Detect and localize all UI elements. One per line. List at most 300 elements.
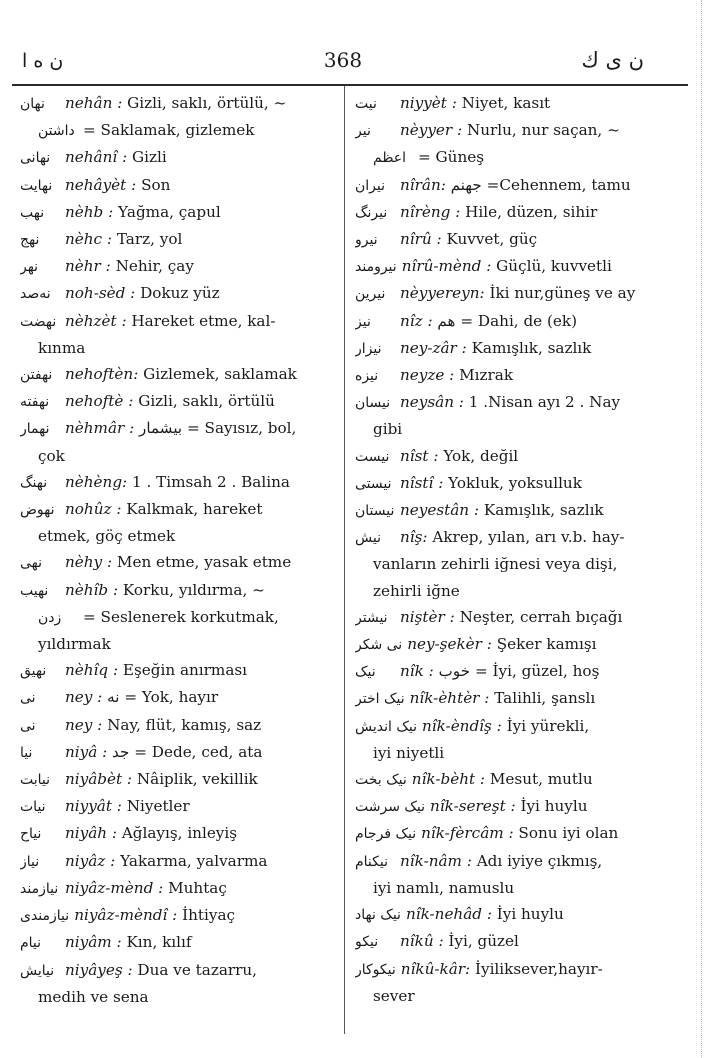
entry-headword: nèyyereyn: <box>400 284 485 303</box>
entry-arabic-word: نیستی <box>355 475 392 492</box>
entry-arabic-word: نهان <box>20 96 45 112</box>
entry-definition: Hareket etme, kal- <box>131 311 276 330</box>
entry-definition: Nehir, çay <box>115 257 194 276</box>
entry-line <box>355 280 673 307</box>
dictionary-entry <box>355 90 673 117</box>
entry-arabic-word: نهفتن <box>20 367 53 384</box>
entry-line <box>355 631 673 658</box>
continuation-text: iyi niyetli <box>373 743 445 762</box>
entry-line <box>355 901 673 928</box>
entry-line <box>355 117 673 144</box>
entry-headword: niştèr : <box>400 607 455 626</box>
entry-definition: بیشمار = Sayısız, bol, <box>139 419 297 438</box>
dictionary-entry <box>20 144 338 171</box>
entry-definition: Mızrak <box>459 366 514 385</box>
entry-line <box>20 957 338 984</box>
entry-arabic-word: نهایت <box>20 177 53 194</box>
entry-arabic-word: نیک فرجام <box>355 826 417 843</box>
entry-arabic-word: نیش <box>355 530 381 547</box>
entry-arabic-word: نهوض <box>20 502 55 519</box>
dictionary-entry <box>355 956 673 1009</box>
entry-definition: Yok, değil <box>443 446 519 465</box>
entry-headword: nèhîb : <box>65 580 119 599</box>
header-left-letters: ن ه ا <box>22 50 64 72</box>
entry-continuation <box>20 443 338 469</box>
dictionary-entry <box>355 901 673 928</box>
entry-definition: Niyet, kasıt <box>461 94 551 112</box>
entry-headword: nèhzèt : <box>65 311 127 330</box>
entry-definition: Kamışlık, sazlık <box>483 501 604 520</box>
entry-headword: nèhy : <box>65 553 113 572</box>
entry-headword: neysân : <box>400 393 464 412</box>
dictionary-entry <box>355 280 673 307</box>
left-column <box>20 90 338 1010</box>
dictionary-entry <box>20 929 338 956</box>
entry-headword: nîstî : <box>400 473 444 492</box>
entry-line <box>355 308 673 335</box>
entry-line <box>355 956 673 983</box>
entry-line <box>355 524 673 551</box>
entry-line <box>20 657 338 684</box>
entry-arabic-word: نیک اندیش <box>355 718 417 735</box>
entry-headword: ney : <box>65 688 103 707</box>
continuation-text: vanların zehirli iğnesi veya dişi, <box>373 555 618 574</box>
entry-line <box>355 848 673 875</box>
dictionary-entry <box>20 793 338 820</box>
continuation-text: gibi <box>373 420 403 439</box>
entry-headword: nîk-bèht : <box>411 770 486 789</box>
entry-headword: nèhb : <box>65 202 114 221</box>
entry-headword: neyze : <box>400 366 455 385</box>
entry-definition: Yakarma, yalvarma <box>120 851 268 870</box>
entry-continuation <box>355 740 673 766</box>
dictionary-entry <box>20 712 338 739</box>
entry-headword: nîkû-kâr: <box>400 959 471 978</box>
entry-headword: niyâz-mèndî : <box>74 906 178 925</box>
entry-definition: İki nur,güneş ve ay <box>489 284 636 303</box>
dictionary-entry <box>20 308 338 361</box>
entry-headword: niyâyeş : <box>65 960 133 979</box>
entry-arabic-word: نیشتر <box>355 609 388 626</box>
continuation-text: = Saklamak, gizlemek <box>83 121 255 140</box>
entry-headword: nèhèng: <box>65 472 128 491</box>
entry-arabic-word: نیک نهاد <box>355 907 401 924</box>
entry-definition: Güçlü, kuvvetli <box>496 257 612 276</box>
entry-line <box>20 144 338 171</box>
dictionary-entry <box>355 389 673 442</box>
entry-definition: Kamışlık, sazlık <box>471 338 592 357</box>
dictionary-entry <box>355 362 673 389</box>
entry-arabic-word: نیت <box>355 96 377 112</box>
entry-arabic-word: نیایش <box>20 962 55 979</box>
page-edge <box>697 0 702 1058</box>
entry-line <box>355 793 673 820</box>
entry-definition: İyiliksever,hayır- <box>475 959 603 978</box>
entry-headword: nîk-sereşt : <box>430 797 516 816</box>
entry-definition: Eşeğin anırması <box>122 661 248 680</box>
entry-arabic-word: نهانی <box>20 150 51 167</box>
continuation-arabic-word: داشتن <box>38 123 75 140</box>
entry-arabic-word: نهی <box>20 555 43 572</box>
entry-definition: هم = Dahi, de (ek) <box>437 311 578 330</box>
entry-line <box>20 766 338 793</box>
entry-arabic-word: نهیب <box>20 582 49 599</box>
entry-line <box>355 604 673 631</box>
entry-arabic-word: نهب <box>20 204 45 221</box>
entry-definition: جد = Dede, ced, ata <box>112 742 263 761</box>
entry-definition: Gizlemek, saklamak <box>143 365 297 384</box>
entry-line <box>20 848 338 875</box>
entry-headword: nèhîq : <box>65 661 119 680</box>
dictionary-entry <box>355 658 673 685</box>
dictionary-entry <box>20 549 338 576</box>
entry-definition: Gizli, saklı, örtülü <box>138 392 275 411</box>
entry-arabic-word: نی <box>20 717 36 734</box>
entry-headword: ney : <box>65 715 103 734</box>
entry-headword: niyâm : <box>65 933 122 952</box>
entry-continuation <box>355 983 673 1009</box>
dictionary-entry <box>20 226 338 253</box>
entry-continuation <box>20 335 338 361</box>
dictionary-entry <box>20 496 338 549</box>
entry-line <box>355 713 673 740</box>
entry-arabic-word: نیک سرشت <box>355 799 426 816</box>
entry-definition: Akrep, yılan, arı v.b. hay- <box>432 528 625 547</box>
dictionary-entry <box>355 820 673 847</box>
entry-headword: nîrû : <box>400 230 442 249</box>
entry-headword: ney-şekèr : <box>407 635 492 654</box>
entry-headword: niyyèt : <box>400 94 457 112</box>
entry-headword: nohûz : <box>65 500 122 519</box>
entry-headword: nîz : <box>400 311 433 330</box>
dictionary-entry <box>355 335 673 362</box>
dictionary-entry <box>355 470 673 497</box>
entry-headword: niyâz-mènd : <box>65 878 164 897</box>
entry-headword: nîk-nâm : <box>400 851 472 870</box>
entry-definition: İyi yürekli, <box>506 716 590 735</box>
dictionary-entry <box>20 469 338 496</box>
header-rule <box>12 84 688 86</box>
dictionary-entry <box>355 172 673 199</box>
entry-definition: Yağma, çapul <box>118 202 221 221</box>
entry-definition: İyi huylu <box>496 905 564 924</box>
entry-arabic-word: نهمار <box>20 421 50 438</box>
continuation-arabic-word: زدن <box>38 609 62 626</box>
entry-headword: niyâbèt : <box>65 770 133 789</box>
entry-definition: Ağlayış, inleyiş <box>121 824 238 843</box>
entry-arabic-word: نیک بخت <box>355 772 407 789</box>
entry-definition: Kın, kılıf <box>126 933 192 952</box>
entry-line <box>20 280 338 307</box>
entry-arabic-word: نیستان <box>355 503 395 520</box>
dictionary-entry <box>20 957 338 1010</box>
entry-arabic-word: نیام <box>20 935 42 952</box>
entry-arabic-word: نی <box>20 690 36 707</box>
entry-definition: İhtiyaç <box>182 906 236 925</box>
dictionary-entry <box>355 604 673 631</box>
entry-line <box>20 226 338 253</box>
entry-definition: Neşter, cerrah bıçağı <box>459 607 623 626</box>
dictionary-entry <box>355 443 673 470</box>
entry-headword: niyâ : <box>65 742 108 761</box>
entry-line <box>20 577 338 604</box>
entry-definition: Mesut, mutlu <box>489 770 593 789</box>
entry-headword: nîk-fèrcâm : <box>421 824 514 843</box>
entry-arabic-word: نهفته <box>20 394 50 411</box>
continuation-text: etmek, göç etmek <box>38 527 176 546</box>
entry-definition: Talihli, şanslı <box>494 689 596 708</box>
continuation-text: çok <box>38 446 65 465</box>
entry-continuation <box>20 523 338 549</box>
entry-line <box>355 685 673 712</box>
dictionary-entry <box>355 766 673 793</box>
dictionary-entry <box>20 766 338 793</box>
entry-definition: Gizli, saklı, örtülü, ~ <box>127 94 287 112</box>
entry-headword: nehâyèt : <box>65 175 137 194</box>
entry-line <box>355 820 673 847</box>
entry-line <box>355 253 673 280</box>
entry-arabic-word: نیکوکار <box>355 961 396 978</box>
entry-arabic-word: نیازمند <box>20 880 59 897</box>
entry-headword: nèhmâr : <box>65 419 135 438</box>
dictionary-entry <box>20 739 338 766</box>
entry-arabic-word: نیرو <box>355 232 378 249</box>
entry-arabic-word: نیاز <box>20 853 40 870</box>
dictionary-entry <box>355 524 673 604</box>
dictionary-entry <box>20 848 338 875</box>
entry-continuation <box>20 631 338 657</box>
entry-headword: noh-sèd : <box>65 284 136 303</box>
entry-arabic-word: نیران <box>355 177 386 194</box>
entry-definition: Tarz, yol <box>116 230 183 249</box>
entry-headword: neyestân : <box>400 501 480 520</box>
entry-arabic-word: نیکو <box>355 934 379 951</box>
entry-arabic-word: نیات <box>20 799 46 816</box>
entry-definition: Dokuz yüz <box>140 284 220 303</box>
entry-headword: nehoftèn: <box>65 365 139 384</box>
entry-line <box>355 362 673 389</box>
entry-arabic-word: نهضت <box>20 313 57 330</box>
entry-continuation <box>355 416 673 442</box>
entry-continuation <box>355 875 673 901</box>
entry-headword: nèyyer : <box>400 121 463 140</box>
entry-arabic-word: نیک <box>355 664 376 681</box>
dictionary-entry <box>20 172 338 199</box>
dictionary-entry <box>20 415 338 468</box>
entry-headword: nehoftè : <box>65 392 134 411</box>
entry-line <box>20 253 338 280</box>
entry-definition: جهنم =Cehennem, tamu <box>450 175 631 194</box>
entry-arabic-word: نهنگ <box>20 474 48 491</box>
dictionary-entry <box>355 253 673 280</box>
dictionary-entry <box>355 226 673 253</box>
entry-line <box>355 172 673 199</box>
entry-definition: İyi, güzel <box>448 932 519 951</box>
dictionary-entry <box>355 117 673 171</box>
entry-definition: 1 .Nisan ayı 2 . Nay <box>468 393 621 412</box>
entry-headword: nèhr : <box>65 257 111 276</box>
entry-headword: nîrèng : <box>400 202 461 221</box>
entry-line <box>355 90 673 117</box>
entry-arabic-word: نیازمندی <box>20 908 70 925</box>
entry-continuation <box>355 144 673 171</box>
entry-line <box>20 172 338 199</box>
entry-line <box>20 90 338 117</box>
entry-line <box>20 361 338 388</box>
entry-headword: nîş: <box>400 528 428 547</box>
entry-definition: Adı iyiye çıkmış, <box>476 851 603 870</box>
entry-headword: nîkû : <box>400 932 444 951</box>
entry-definition: خوب = İyi, güzel, hoş <box>438 662 600 681</box>
entry-arabic-word: نیزه <box>355 368 379 385</box>
dictionary-entry <box>355 848 673 901</box>
entry-definition: Yokluk, yoksulluk <box>448 473 582 492</box>
entry-arabic-word: نیزار <box>355 340 382 357</box>
header-right-letters: ن ی ك <box>581 48 644 72</box>
entry-line <box>20 199 338 226</box>
dictionary-entry <box>20 361 338 388</box>
dictionary-entry <box>20 388 338 415</box>
entry-headword: niyyât : <box>65 797 122 816</box>
dictionary-entry <box>355 793 673 820</box>
entry-line <box>355 443 673 470</box>
entry-arabic-word: نهر <box>20 259 39 276</box>
entry-line <box>355 199 673 226</box>
dictionary-entry <box>355 308 673 335</box>
continuation-text: yıldırmak <box>38 635 111 654</box>
entry-arabic-word: نیرنگ <box>355 204 388 221</box>
dictionary-entry <box>355 497 673 524</box>
entry-line <box>20 820 338 847</box>
entry-headword: niyâh : <box>65 824 117 843</box>
entry-arabic-word: نیست <box>355 448 390 465</box>
entry-line <box>20 902 338 929</box>
entry-headword: nehân : <box>65 94 123 112</box>
entry-line <box>20 712 338 739</box>
entry-line <box>20 388 338 415</box>
continuation-text: = Güneş <box>418 148 485 167</box>
continuation-text: sever <box>373 986 415 1005</box>
entry-definition: Gizli <box>132 148 167 167</box>
entry-arabic-word: نیز <box>355 313 371 330</box>
continuation-arabic-word: اعظم <box>373 150 407 167</box>
continuation-text: medih ve sena <box>38 987 149 1006</box>
entry-headword: nèhc : <box>65 230 113 249</box>
right-column <box>355 90 673 1009</box>
dictionary-entry <box>355 713 673 766</box>
entry-definition: Sonu iyi olan <box>518 824 619 843</box>
entry-continuation <box>355 578 673 604</box>
dictionary-entry <box>20 902 338 929</box>
entry-arabic-word: نیرومند <box>355 259 397 276</box>
entry-line <box>20 929 338 956</box>
dictionary-entry <box>355 685 673 712</box>
dictionary-entry <box>20 90 338 144</box>
entry-line <box>20 415 338 442</box>
entry-line <box>20 793 338 820</box>
entry-line <box>355 335 673 362</box>
dictionary-entry <box>355 631 673 658</box>
entry-definition: Kuvvet, güç <box>446 230 538 249</box>
entry-definition: Hile, düzen, sihir <box>465 202 598 221</box>
entry-arabic-word: نیاح <box>20 826 42 843</box>
entry-arabic-word: نیرین <box>355 286 386 303</box>
dictionary-entry <box>20 684 338 711</box>
entry-arabic-word: نی شکر <box>355 637 403 654</box>
entry-continuation <box>20 604 338 631</box>
dictionary-entry <box>355 199 673 226</box>
entry-headword: nîk-nehâd : <box>405 905 492 924</box>
dictionary-entry <box>20 280 338 307</box>
entry-arabic-word: نیک اختر <box>355 691 405 708</box>
continuation-text: = Seslenerek korkutmak, <box>83 607 279 626</box>
entry-headword: nîk : <box>400 662 434 681</box>
entry-arabic-word: نیر <box>355 123 371 140</box>
dictionary-entry <box>20 657 338 684</box>
continuation-text: zehirli iğne <box>373 581 460 600</box>
entry-headword: niyâz : <box>65 851 116 870</box>
entry-definition: Nâiplik, vekillik <box>136 770 258 789</box>
entry-definition: Muhtaç <box>168 878 227 897</box>
entry-arabic-word: نیسان <box>355 395 391 412</box>
entry-arabic-word: نهیق <box>20 663 47 680</box>
entry-definition: Nay, flüt, kamış, saz <box>107 715 262 734</box>
entry-headword: nîrân: <box>400 175 446 194</box>
column-divider <box>344 86 345 1034</box>
entry-line <box>355 226 673 253</box>
entry-headword: nîk-èndîş : <box>421 716 502 735</box>
entry-line <box>355 470 673 497</box>
entry-line <box>20 496 338 523</box>
entry-definition: Dua ve tazarru, <box>137 960 258 979</box>
entry-headword: nîst : <box>400 446 439 465</box>
dictionary-entry <box>20 875 338 902</box>
entry-line <box>355 928 673 955</box>
entry-line <box>20 739 338 766</box>
continuation-text: iyi namlı, namuslu <box>373 878 515 897</box>
entry-line <box>20 684 338 711</box>
entry-definition: İyi huylu <box>520 797 588 816</box>
entry-definition: Nurlu, nur saçan, ~ <box>466 121 620 140</box>
entry-line <box>20 875 338 902</box>
entry-line <box>355 658 673 685</box>
entry-line <box>20 308 338 335</box>
entry-line <box>355 766 673 793</box>
dictionary-entry <box>355 928 673 955</box>
entry-arabic-word: نه‌صد <box>20 286 51 303</box>
entry-definition: Şeker kamışı <box>496 635 597 654</box>
entry-arabic-word: نهج <box>20 232 40 249</box>
entry-headword: ney-zâr : <box>400 338 467 357</box>
continuation-text: kınma <box>38 338 86 357</box>
entry-definition: Son <box>141 175 171 194</box>
entry-definition: Korku, yıldırma, ~ <box>122 580 265 599</box>
dictionary-entry <box>20 577 338 658</box>
entry-line <box>355 497 673 524</box>
entry-line <box>20 469 338 496</box>
entry-line <box>20 549 338 576</box>
entry-arabic-word: نیا <box>20 744 33 761</box>
entry-headword: nehânî : <box>65 148 128 167</box>
dictionary-entry <box>20 199 338 226</box>
dictionary-entry <box>20 253 338 280</box>
entry-definition: Men etme, yasak etme <box>116 553 292 572</box>
entry-line <box>355 389 673 416</box>
entry-headword: nîk-èhtèr : <box>409 689 490 708</box>
entry-continuation <box>355 551 673 577</box>
dictionary-entry <box>20 820 338 847</box>
entry-arabic-word: نیکنام <box>355 853 389 870</box>
